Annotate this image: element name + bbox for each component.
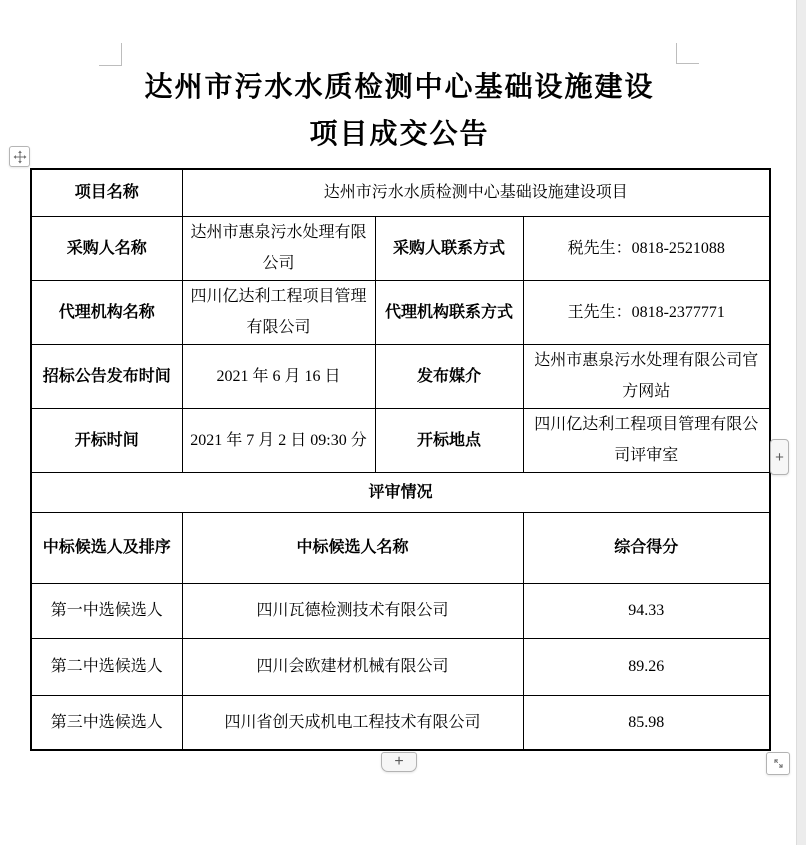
announce-date-value: 2021 年 6 月 16 日 [182, 344, 375, 408]
candidate-1-score: 94.33 [523, 583, 770, 638]
right-gutter [796, 0, 806, 845]
diagonal-resize-icon [771, 756, 786, 771]
project-name-value: 达州市污水水质检测中心基础设施建设项目 [182, 169, 770, 216]
candidate-rank-header: 中标候选人及排序 [31, 512, 182, 583]
document-title-line2: 项目成交公告 [309, 119, 490, 150]
candidate-3-rank: 第三中选候选人 [31, 695, 182, 750]
table-row [31, 472, 770, 512]
candidate-2-score: 89.26 [523, 638, 770, 695]
bid-open-place-label: 开标地点 [375, 408, 523, 472]
publish-media-label: 发布媒介 [375, 344, 523, 408]
document-title [30, 64, 769, 158]
bid-open-time-label: 开标时间 [31, 408, 182, 472]
table-row [31, 408, 770, 472]
candidate-2-rank: 第二中选候选人 [31, 638, 182, 695]
candidate-2-name: 四川会欧建材机械有限公司 [182, 638, 523, 695]
purchaser-label: 采购人名称 [31, 216, 182, 280]
review-section-header: 评审情况 [31, 472, 770, 512]
candidate-3-name: 四川省创天成机电工程技术有限公司 [182, 695, 523, 750]
page-margin-mark-top-left [99, 43, 122, 66]
table-row [31, 344, 770, 408]
insert-column-button[interactable]: + [770, 439, 789, 475]
candidate-1-rank: 第一中选候选人 [31, 583, 182, 638]
purchaser-contact-label: 采购人联系方式 [375, 216, 523, 280]
project-name-label: 项目名称 [31, 169, 182, 216]
table-row [31, 638, 770, 695]
page-margin-mark-top-right [676, 43, 699, 64]
agency-contact-label: 代理机构联系方式 [375, 280, 523, 344]
table-row [31, 216, 770, 280]
document-title-line1: 达州市污水水质检测中心基础设施建设 [144, 72, 655, 103]
candidate-name-header: 中标候选人名称 [182, 512, 523, 583]
table-resize-handle[interactable] [766, 752, 790, 775]
move-arrows-icon [13, 150, 27, 164]
purchaser-value: 达州市惠泉污水处理有限公司 [182, 216, 375, 280]
candidate-1-name: 四川瓦德检测技术有限公司 [182, 583, 523, 638]
agency-value: 四川亿达利工程项目管理有限公司 [182, 280, 375, 344]
purchaser-contact-value: 税先生：0818-2521088 [523, 216, 770, 280]
announce-date-label: 招标公告发布时间 [31, 344, 182, 408]
table-move-handle[interactable] [9, 146, 30, 167]
candidate-score-header: 综合得分 [523, 512, 770, 583]
announcement-table [30, 168, 771, 751]
table-row [31, 512, 770, 583]
candidate-3-score: 85.98 [523, 695, 770, 750]
insert-row-button[interactable]: + [381, 752, 417, 772]
publish-media-value: 达州市惠泉污水处理有限公司官方网站 [523, 344, 770, 408]
table-row [31, 695, 770, 750]
table-row [31, 169, 770, 216]
agency-label: 代理机构名称 [31, 280, 182, 344]
agency-contact-value: 王先生：0818-2377771 [523, 280, 770, 344]
bid-open-place-value: 四川亿达利工程项目管理有限公司评审室 [523, 408, 770, 472]
bid-open-time-value: 2021 年 7 月 2 日 09:30 分 [182, 408, 375, 472]
table-row [31, 280, 770, 344]
table-row [31, 583, 770, 638]
